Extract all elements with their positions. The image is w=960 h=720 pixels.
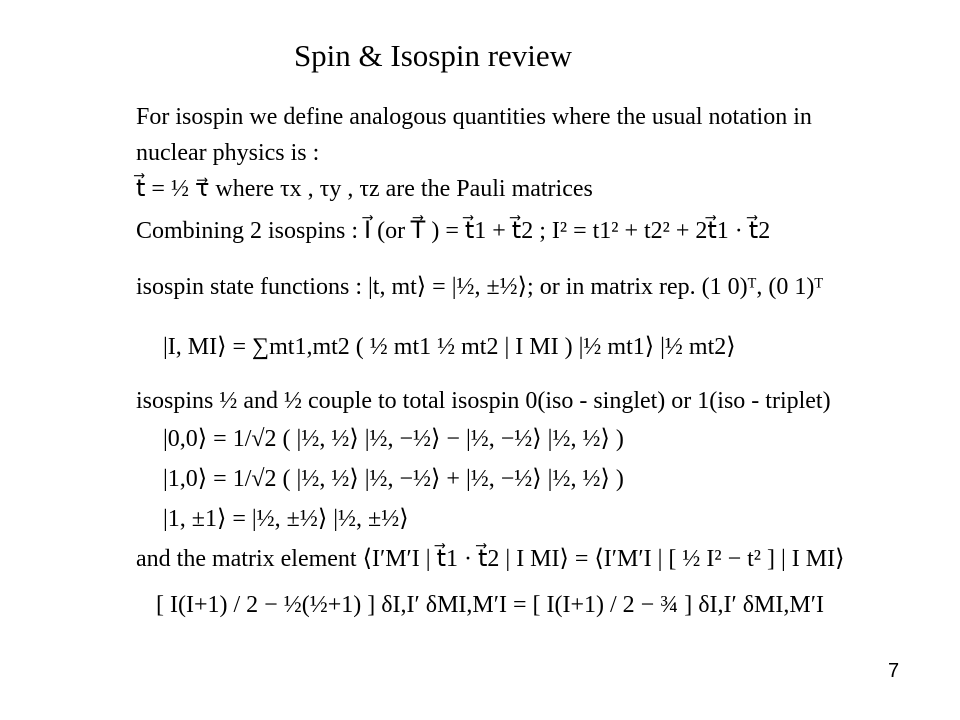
equation-singlet-state: |0,0⟩ = 1/√2 ( |½, ½⟩ |½, −½⟩ − |½, −½⟩ |½, ½⟩ ) xyxy=(163,426,624,452)
equation-triplet-zero-state: |1,0⟩ = 1/√2 ( |½, ½⟩ |½, −½⟩ + |½, −½⟩ |½, ½⟩ ) xyxy=(163,466,624,492)
page-number: 7 xyxy=(888,660,900,682)
equation-state-functions: isospin state functions : |t, mt⟩ = |½, ±½⟩; or in matrix rep. (1 0)ᵀ, (0 1)ᵀ xyxy=(136,274,824,300)
text-line-notation: nuclear physics is : xyxy=(136,140,320,166)
equation-coupling-sum: |I, MI⟩ = ∑mt1,mt2 ( ½ mt1 ½ mt2 | I MI ) |½ mt1⟩ |½ mt2⟩ xyxy=(163,334,736,360)
text-line-isospin-intro: For isospin we define analogous quantities where the usual notation in xyxy=(136,104,812,130)
equation-matrix-element-result: [ I(I+1) / 2 − ½(½+1) ] δI,I′ δMI,M′I = [ I(I+1) / 2 − ¾ ] δI,I′ δMI,M′I xyxy=(156,592,824,618)
equation-isospin-definition: t⃗ = ½ τ⃗ where τx , τy , τz are the Pauli matrices xyxy=(136,176,593,202)
equation-matrix-element: and the matrix element ⟨I′M′I | t⃗1 · t⃗2 | I MI⟩ = ⟨I′M′I | [ ½ I² − t² ] | I MI⟩ xyxy=(136,546,845,572)
slide-title: Spin & Isospin review xyxy=(293,38,573,73)
equation-combining-isospins: Combining 2 isospins : I⃗ (or T⃗ ) = t⃗1 + t⃗2 ; I² = t1² + t2² + 2t⃗1 · t⃗2 xyxy=(136,218,771,244)
equation-triplet-pm-state: |1, ±1⟩ = |½, ±½⟩ |½, ±½⟩ xyxy=(163,506,409,532)
text-line-couple-total: isospins ½ and ½ couple to total isospin 0(iso - singlet) or 1(iso - triplet) xyxy=(136,388,831,414)
